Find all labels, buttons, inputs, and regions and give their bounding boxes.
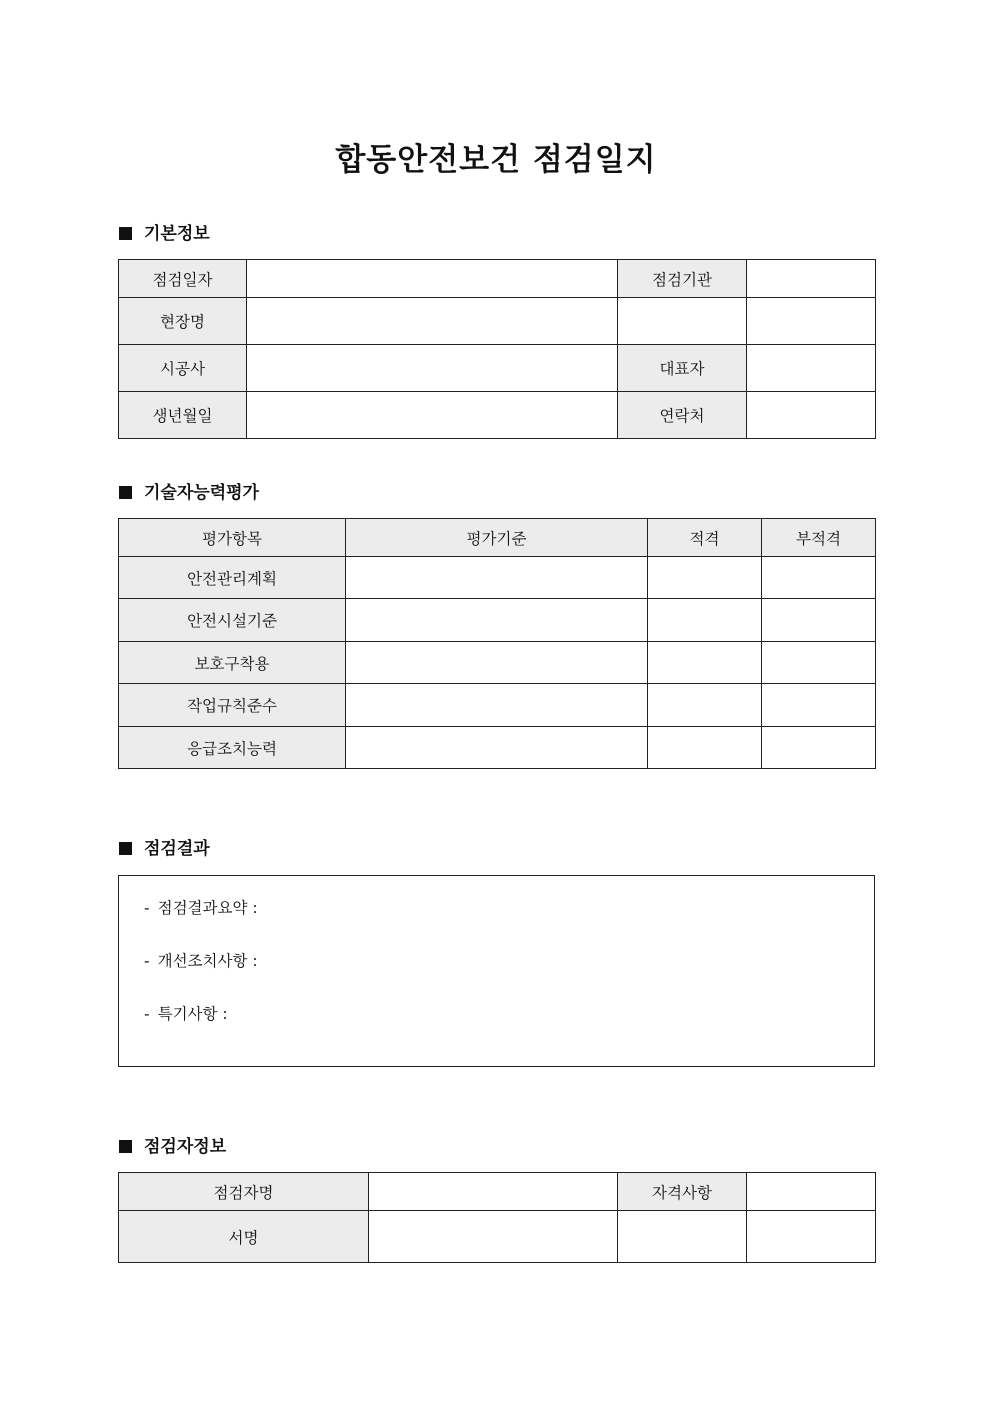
qualification-field[interactable] (747, 1173, 876, 1211)
corrective-action-line[interactable] (144, 949, 258, 971)
blank-cell[interactable] (747, 298, 876, 345)
criteria-field[interactable] (346, 684, 648, 727)
birth-date-label: 생년월일 (119, 392, 247, 439)
criteria-field[interactable] (346, 599, 648, 642)
pass-field[interactable] (648, 727, 762, 769)
criteria-field[interactable] (346, 727, 648, 769)
fail-field[interactable] (762, 642, 876, 684)
table-row (119, 1173, 876, 1211)
pass-field[interactable] (648, 599, 762, 642)
basic-info-table (118, 259, 876, 439)
contractor-field[interactable] (247, 345, 618, 392)
section-square-icon (119, 227, 132, 240)
table-row (119, 599, 876, 642)
signature-field[interactable] (369, 1211, 618, 1263)
section-square-icon (119, 1140, 132, 1153)
inspector-name-field[interactable] (369, 1173, 618, 1211)
result-summary-label: 점검결과요약 : (157, 899, 258, 917)
fail-field[interactable] (762, 557, 876, 599)
qualification-label: 자격사항 (618, 1173, 747, 1211)
fail-field[interactable] (762, 599, 876, 642)
pass-field[interactable] (648, 557, 762, 599)
inspection-date-field[interactable] (247, 260, 618, 298)
blank-cell[interactable] (618, 1211, 747, 1263)
table-row (119, 557, 876, 599)
evaluation-item: 안전관리계획 (119, 557, 346, 599)
table-row (119, 345, 876, 392)
basic-info-heading-text: 기본정보 (144, 224, 210, 244)
table-row (119, 392, 876, 439)
special-notes-line[interactable] (144, 1002, 228, 1024)
site-name-label: 현장명 (119, 298, 247, 345)
evaluation-item: 안전시설기준 (119, 599, 346, 642)
representative-field[interactable] (747, 345, 876, 392)
competency-heading (119, 481, 259, 505)
blank-cell[interactable] (618, 298, 747, 345)
results-heading (119, 837, 210, 861)
results-heading-text: 점검결과 (144, 839, 210, 859)
section-square-icon (119, 842, 132, 855)
competency-table (118, 518, 876, 769)
section-square-icon (119, 486, 132, 499)
inspector-heading (119, 1135, 226, 1159)
criteria-field[interactable] (346, 642, 648, 684)
inspection-date-label: 점검일자 (119, 260, 247, 298)
criteria-field[interactable] (346, 557, 648, 599)
dash-bullet: - (144, 899, 150, 917)
column-header-fail: 부적격 (762, 519, 876, 557)
pass-field[interactable] (648, 684, 762, 727)
evaluation-item: 응급조치능력 (119, 727, 346, 769)
result-summary-line[interactable] (144, 896, 258, 918)
corrective-action-label: 개선조치사항 : (157, 952, 258, 970)
inspection-agency-label: 점검기관 (618, 260, 747, 298)
table-row (119, 727, 876, 769)
fail-field[interactable] (762, 684, 876, 727)
site-name-field[interactable] (247, 298, 618, 345)
column-header-criteria: 평가기준 (346, 519, 648, 557)
inspector-table (118, 1172, 876, 1263)
birth-date-field[interactable] (247, 392, 618, 439)
inspection-agency-field[interactable] (747, 260, 876, 298)
evaluation-item: 보호구착용 (119, 642, 346, 684)
page-title: 합동안전보건 점검일지 (335, 142, 657, 178)
column-header-pass: 적격 (648, 519, 762, 557)
table-row (119, 1211, 876, 1263)
contractor-label: 시공사 (119, 345, 247, 392)
dash-bullet: - (144, 1005, 150, 1023)
basic-info-heading (119, 222, 210, 246)
evaluation-item: 작업규칙준수 (119, 684, 346, 727)
representative-label: 대표자 (618, 345, 747, 392)
blank-cell[interactable] (747, 1211, 876, 1263)
table-header-row (119, 519, 876, 557)
column-header-item: 평가항목 (119, 519, 346, 557)
inspector-name-label: 점검자명 (119, 1173, 369, 1211)
signature-label: 서명 (119, 1211, 369, 1263)
table-row (119, 642, 876, 684)
pass-field[interactable] (648, 642, 762, 684)
contact-field[interactable] (747, 392, 876, 439)
inspector-heading-text: 점검자정보 (144, 1137, 227, 1157)
dash-bullet: - (144, 952, 150, 970)
contact-label: 연락처 (618, 392, 747, 439)
special-notes-label: 특기사항 : (157, 1005, 228, 1023)
results-box[interactable] (118, 875, 875, 1067)
competency-heading-text: 기술자능력평가 (144, 483, 259, 503)
table-row (119, 684, 876, 727)
table-row (119, 260, 876, 298)
table-row (119, 298, 876, 345)
fail-field[interactable] (762, 727, 876, 769)
